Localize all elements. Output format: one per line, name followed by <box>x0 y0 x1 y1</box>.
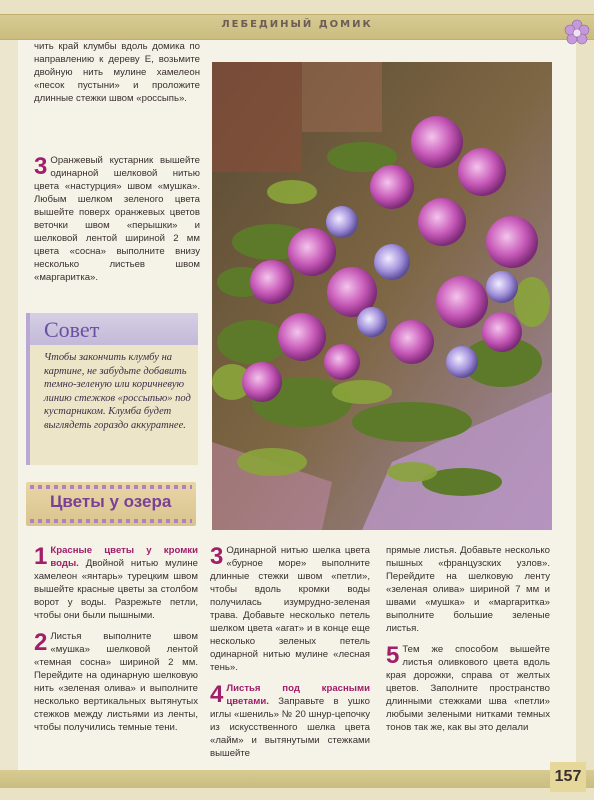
tip-text: Чтобы закончить клумбу на картине, не забудьте добавить темно-зеленую или коричневую линию стежков «россыпью» под кустарником. Клумба будет выглядеть гораздо аккуратнее. <box>44 352 191 431</box>
intro-paragraph: чить край клумбы вдоль домика по направлению к дереву Е, возьмите двойную нить мулине хамелеон «песок пустыни» и проложите длинные стежки швом «россыпь». <box>34 41 200 104</box>
page-edge <box>0 38 20 778</box>
ribbon-border-bottom <box>30 519 192 523</box>
step-4 <box>210 682 370 760</box>
column-2 <box>210 544 370 768</box>
step-5 <box>386 643 550 734</box>
embroidery-photo <box>212 62 552 530</box>
step-subtitle: Листья под красными цветами. <box>226 683 370 707</box>
ribbon-border-top <box>30 485 192 489</box>
step-number: 4 <box>210 681 224 708</box>
flower-icon <box>562 18 592 48</box>
column-1 <box>34 544 198 742</box>
column-3 <box>386 544 550 742</box>
step-number: 5 <box>386 642 400 669</box>
step-text: Двойной нитью мулине хамелеон «янтарь» турецким швом вышейте красные цветы за столбом ворот у воды. Разрежьте петли, чтобы они были пышными. <box>34 558 198 621</box>
embroidery-illustration <box>212 62 552 530</box>
step-number: 2 <box>34 629 48 656</box>
step-3 <box>210 544 370 674</box>
step-3-top <box>34 154 200 284</box>
step-text: Оранжевый кустарник вышейте одинарной шелковой нитью цвета «настурция» швом «мушка». Любым шелком зеленого цвета вышейте поверх оранжевых цветов веточки швом «перышки» и шелковой лентой шириной 2 мм цвета «сосна» выполните внизу несколько листьев швом «маргаритка». <box>34 155 200 283</box>
step-number: 1 <box>34 543 48 570</box>
tip-title: Совет <box>44 317 100 342</box>
step-text: Заправьте в ушко иглы «шениль» № 20 шнур-цепочку из искусственного шелка цвета «лайм» и вытянутыми стежками вышейте <box>210 696 370 759</box>
step-subtitle: Красные цветы у кромки воды. <box>50 545 198 569</box>
running-header <box>0 14 594 40</box>
step-text: Тем же способом вышейте листья оливкового цвета вдоль края дорожки, справа от желтых цветов. Заполните пространство длинными стежками шва «петли» любыми зелеными нитками темных тонов так же, как вы это делали <box>386 644 550 733</box>
section-ribbon <box>26 482 196 526</box>
step-text: Листья выполните швом «мушка» шелковой лентой «темная сосна» шириной 2 мм. Перейдите на одинарную шелковую нить «зеленая олива» и выполните несколько вертикальных вытянутых стежков между листьями из ленты, чтобы получились темные тени. <box>34 631 198 733</box>
footer-band <box>0 770 594 788</box>
page-number: 157 <box>550 762 586 792</box>
tip-header <box>30 313 198 345</box>
tip-box <box>26 313 198 465</box>
header-title: ЛЕБЕДИНЫЙ ДОМИК <box>221 19 373 30</box>
section-title: Цветы у озера <box>50 492 172 511</box>
step-number: 3 <box>34 153 48 180</box>
step-number: 3 <box>210 543 224 570</box>
step-text: Одинарной нитью шелка цвета «бурное море» выполните длинные стежки швом «петли», чтобы вдоль кромки воды получилась изумрудно-зеленая трава. Добавьте несколько петель шелком цвета «агат» и в конце еще несколько зеленых петель одинарной нитью мулине «лесная тень». <box>210 545 370 673</box>
step-2 <box>34 630 198 734</box>
continued-text: прямые листья. Добавьте несколько пышных «французских узлов». Перейдите на шелковую ленту «зеленая олива» шириной 7 мм и швами «мушка» и «маргаритка» выполните большие зеленые листья. <box>386 545 550 634</box>
step-1 <box>34 544 198 622</box>
